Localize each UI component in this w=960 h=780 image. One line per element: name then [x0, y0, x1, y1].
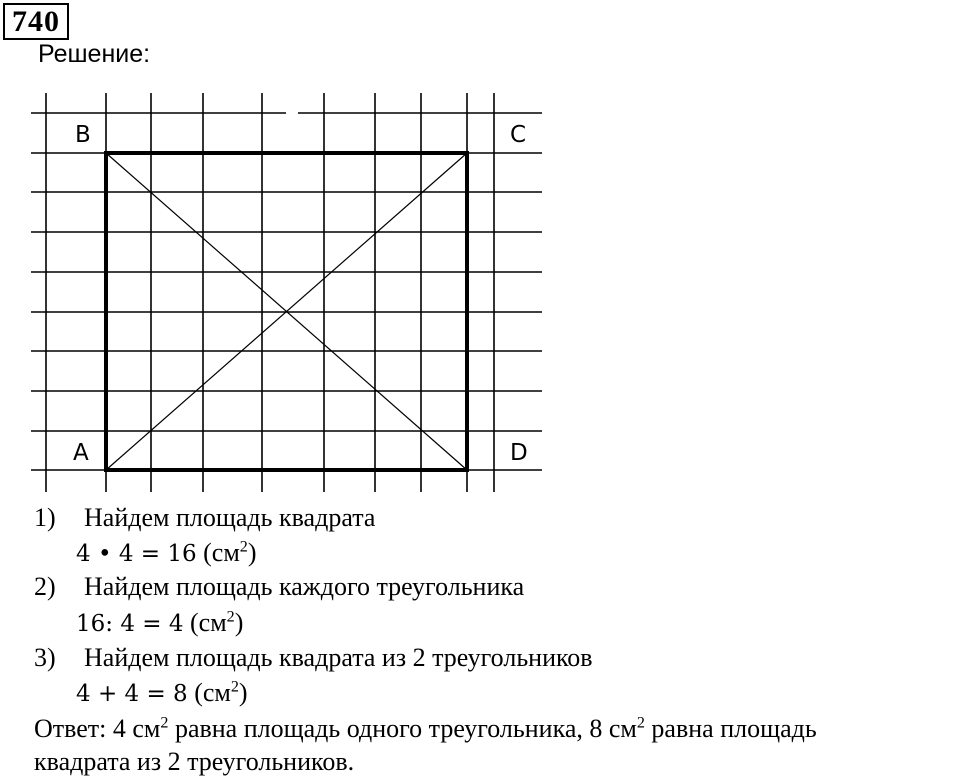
step-2-number: 2) — [34, 572, 56, 601]
answer-line-1: Ответ: 4 $см^2$ равна площадь одного треугольника, 8 $см^2$ равна площадь — [34, 714, 817, 743]
solution-heading: Решение: — [38, 40, 151, 68]
step-1-text: Найдем площадь квадрата — [84, 503, 376, 532]
step-1-calc: 4 • 4 = 16 $(см^2)$ — [76, 538, 257, 567]
vertex-label-c: C — [510, 122, 527, 148]
answer-line-2: квадрата из 2 треугольников. — [34, 747, 355, 776]
problem-number: 740 — [3, 3, 69, 40]
vertex-label-d: D — [510, 440, 528, 466]
step-3 — [34, 641, 593, 675]
step-3-calc: 4 + 4 = 8 $(см^2)$ — [76, 678, 248, 707]
vertex-label-a: A — [73, 440, 89, 466]
step-2-text: Найдем площадь каждого треугольника — [84, 572, 525, 601]
step-1-expression: 4 • 4 = 16 — [76, 541, 197, 567]
step-1 — [34, 501, 375, 535]
step-3-text: Найдем площадь квадрата из 2 треугольников — [84, 643, 593, 672]
step-1-number: 1) — [34, 503, 56, 532]
step-3-expression: 4 + 4 = 8 — [76, 681, 188, 707]
step-2 — [34, 570, 524, 604]
step-2-calc: 16: 4 = 4 $(см^2)$ — [76, 608, 244, 637]
step-3-number: 3) — [34, 643, 56, 672]
step-2-expression: 16: 4 = 4 — [76, 611, 184, 637]
vertex-label-b: B — [75, 122, 91, 148]
